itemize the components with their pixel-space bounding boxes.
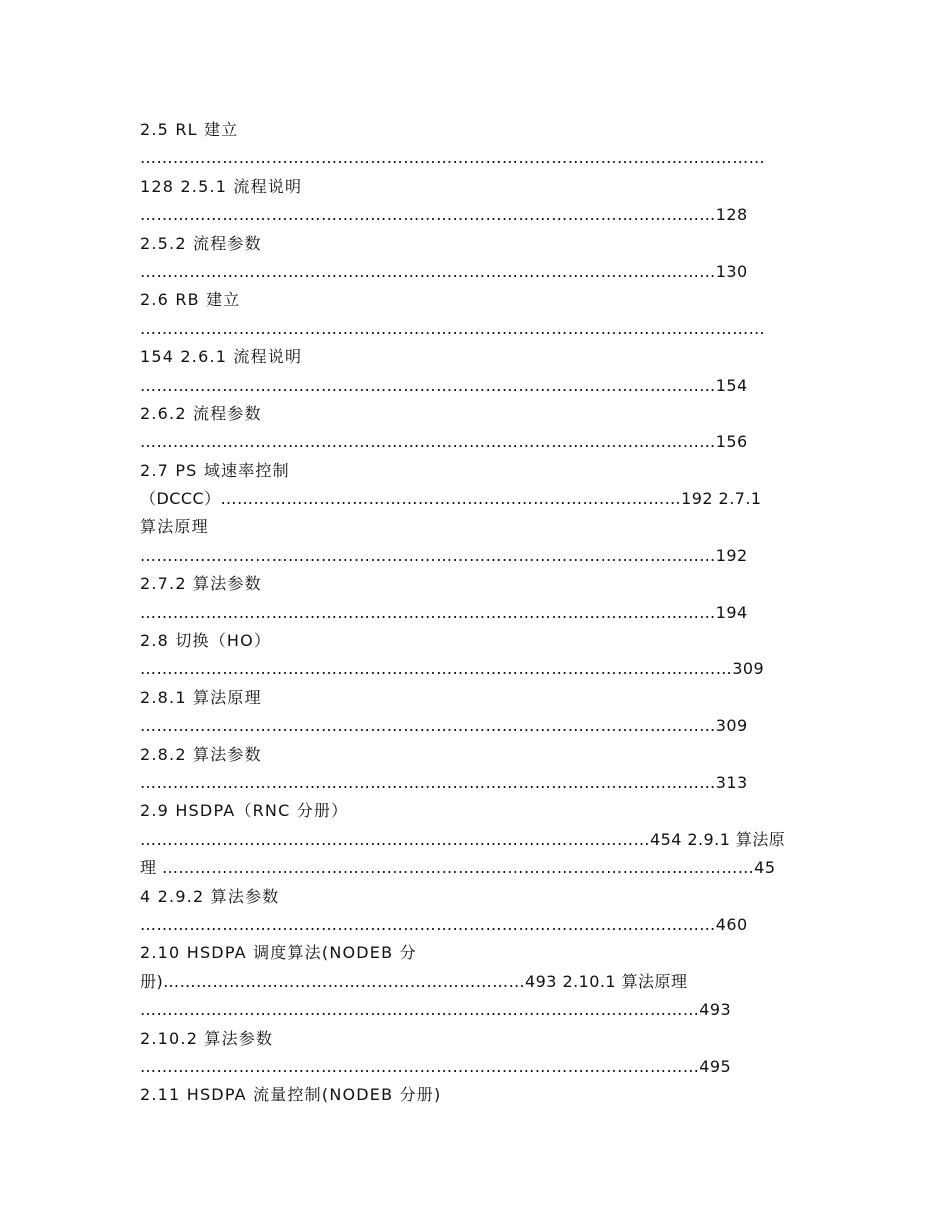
toc-line: 2.10 HSDPA 调度算法(NODEB 分: [140, 943, 417, 963]
toc-line: …………………………………………………………………………………454 2.9.1 算法原: [140, 829, 786, 849]
toc-line: ……………………………………………………………………………………………154: [140, 375, 748, 395]
toc-line: 2.8 切换（HO）: [140, 631, 272, 651]
toc-line: ……………………………………………………………………………………………313: [140, 772, 748, 792]
toc-line: 2.7.2 算法参数: [140, 574, 262, 594]
toc-line: 154 2.6.1 流程说明: [140, 347, 303, 367]
toc-line: ……………………………………………………………………………………………309: [140, 716, 748, 736]
toc-line: 2.6 RB 建立: [140, 290, 241, 310]
toc-line: ……………………………………………………………………………………………130: [140, 261, 748, 281]
toc-line: 2.5 RL 建立: [140, 120, 239, 139]
toc-line: 理 ………………………………………………………………………………………………45: [140, 858, 776, 878]
toc-line: …………………………………………………………………………………………493: [140, 1000, 732, 1020]
toc-line: ……………………………………………………………………………………………………: [140, 148, 766, 168]
toc-line: ………………………………………………………………………………………………309: [140, 659, 765, 679]
toc-line: 128 2.5.1 流程说明: [140, 176, 303, 196]
toc-line: 4 2.9.2 算法参数: [140, 886, 280, 906]
toc-line: 2.8.2 算法参数: [140, 744, 262, 764]
toc-line: （DCCC）…………………………………………………………………………192 2.7.1: [140, 489, 762, 509]
toc-line: ……………………………………………………………………………………………460: [140, 914, 748, 934]
toc-line: 算法原理: [140, 517, 209, 537]
toc-line: 2.6.2 流程参数: [140, 403, 262, 423]
toc-line: 2.7 PS 域速率控制: [140, 460, 290, 480]
toc-line: ……………………………………………………………………………………………192: [140, 545, 748, 565]
toc-line: …………………………………………………………………………………………495: [140, 1056, 732, 1076]
toc-line: 册)…………………………………………………………493 2.10.1 算法原理: [140, 971, 688, 991]
toc-line: 2.11 HSDPA 流量控制(NODEB 分册): [140, 1085, 442, 1105]
toc-line: ……………………………………………………………………………………………156: [140, 432, 748, 452]
toc-line: ……………………………………………………………………………………………128: [140, 205, 748, 225]
toc-line: 2.5.2 流程参数: [140, 233, 262, 253]
toc-line: 2.9 HSDPA（RNC 分册）: [140, 801, 349, 821]
toc-line: 2.8.1 算法原理: [140, 687, 262, 707]
toc-line: 2.10.2 算法参数: [140, 1028, 274, 1048]
table-of-contents: [140, 116, 820, 1110]
toc-line: ……………………………………………………………………………………………194: [140, 602, 748, 622]
toc-line: ……………………………………………………………………………………………………: [140, 318, 766, 338]
